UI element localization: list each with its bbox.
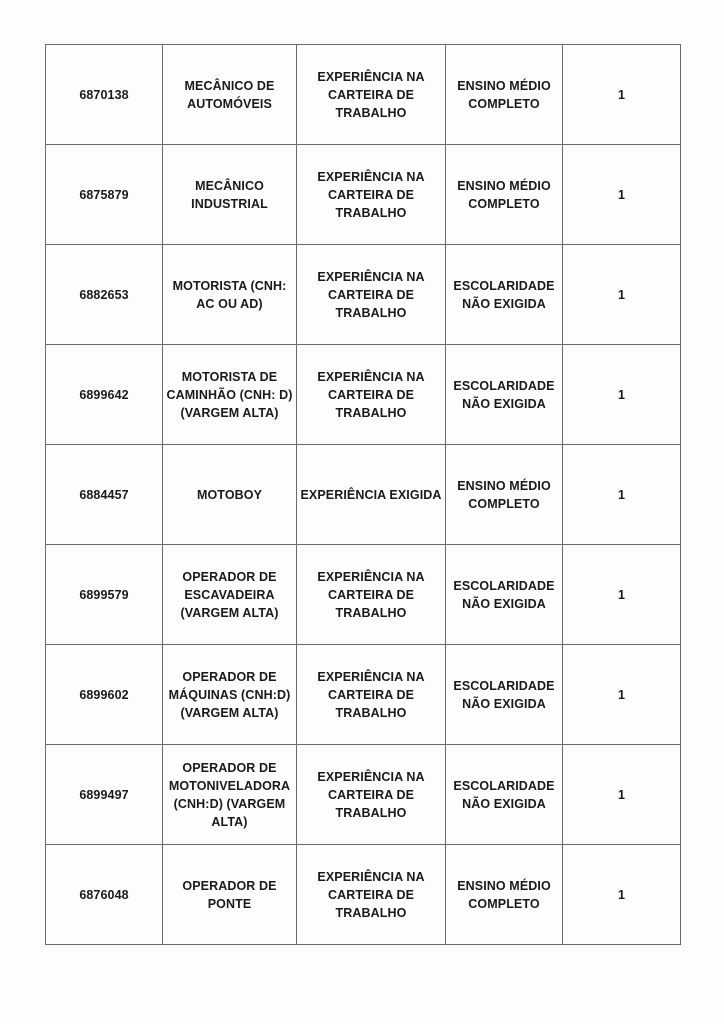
vacancy-code: 6899579 — [46, 545, 163, 645]
vacancy-code: 6899642 — [46, 345, 163, 445]
education-requirement: ENSINO MÉDIO COMPLETO — [446, 145, 563, 245]
occupation: OPERADOR DE PONTE — [163, 845, 297, 945]
vacancy-code: 6899497 — [46, 745, 163, 845]
education-requirement: ESCOLARIDADE NÃO EXIGIDA — [446, 645, 563, 745]
table-row — [46, 745, 681, 845]
table-row — [46, 445, 681, 545]
occupation: MOTOBOY — [163, 445, 297, 545]
table-row — [46, 145, 681, 245]
experience-requirement: EXPERIÊNCIA NA CARTEIRA DE TRABALHO — [297, 45, 446, 145]
experience-requirement: EXPERIÊNCIA NA CARTEIRA DE TRABALHO — [297, 845, 446, 945]
experience-requirement: EXPERIÊNCIA NA CARTEIRA DE TRABALHO — [297, 745, 446, 845]
vacancy-count: 1 — [563, 245, 681, 345]
occupation: MOTORISTA (CNH: AC OU AD) — [163, 245, 297, 345]
education-requirement: ENSINO MÉDIO COMPLETO — [446, 45, 563, 145]
occupation: MOTORISTA DE CAMINHÃO (CNH: D) (VARGEM ALTA) — [163, 345, 297, 445]
vacancy-count: 1 — [563, 545, 681, 645]
vacancy-count: 1 — [563, 345, 681, 445]
education-requirement: ESCOLARIDADE NÃO EXIGIDA — [446, 245, 563, 345]
table-row — [46, 45, 681, 145]
table-row — [46, 545, 681, 645]
table-row — [46, 845, 681, 945]
occupation: MECÂNICO DE AUTOMÓVEIS — [163, 45, 297, 145]
vacancy-code: 6899602 — [46, 645, 163, 745]
experience-requirement: EXPERIÊNCIA NA CARTEIRA DE TRABALHO — [297, 645, 446, 745]
experience-requirement: EXPERIÊNCIA NA CARTEIRA DE TRABALHO — [297, 145, 446, 245]
vacancy-code: 6876048 — [46, 845, 163, 945]
vacancy-code: 6875879 — [46, 145, 163, 245]
education-requirement: ENSINO MÉDIO COMPLETO — [446, 445, 563, 545]
experience-requirement: EXPERIÊNCIA NA CARTEIRA DE TRABALHO — [297, 245, 446, 345]
vacancy-code: 6884457 — [46, 445, 163, 545]
table-row — [46, 345, 681, 445]
education-requirement: ESCOLARIDADE NÃO EXIGIDA — [446, 545, 563, 645]
experience-requirement: EXPERIÊNCIA NA CARTEIRA DE TRABALHO — [297, 545, 446, 645]
experience-requirement: EXPERIÊNCIA EXIGIDA — [297, 445, 446, 545]
table-row — [46, 245, 681, 345]
occupation: OPERADOR DE MOTONIVELADORA (CNH:D) (VARGEM ALTA) — [163, 745, 297, 845]
vacancy-count: 1 — [563, 145, 681, 245]
job-vacancies-table — [45, 44, 681, 945]
vacancy-code: 6870138 — [46, 45, 163, 145]
vacancy-code: 6882653 — [46, 245, 163, 345]
education-requirement: ESCOLARIDADE NÃO EXIGIDA — [446, 745, 563, 845]
occupation: MECÂNICO INDUSTRIAL — [163, 145, 297, 245]
occupation: OPERADOR DE ESCAVADEIRA (VARGEM ALTA) — [163, 545, 297, 645]
table-row — [46, 645, 681, 745]
vacancy-count: 1 — [563, 845, 681, 945]
vacancy-count: 1 — [563, 745, 681, 845]
occupation: OPERADOR DE MÁQUINAS (CNH:D) (VARGEM ALTA) — [163, 645, 297, 745]
vacancy-count: 1 — [563, 45, 681, 145]
education-requirement: ESCOLARIDADE NÃO EXIGIDA — [446, 345, 563, 445]
education-requirement: ENSINO MÉDIO COMPLETO — [446, 845, 563, 945]
vacancy-count: 1 — [563, 445, 681, 545]
experience-requirement: EXPERIÊNCIA NA CARTEIRA DE TRABALHO — [297, 345, 446, 445]
vacancy-count: 1 — [563, 645, 681, 745]
